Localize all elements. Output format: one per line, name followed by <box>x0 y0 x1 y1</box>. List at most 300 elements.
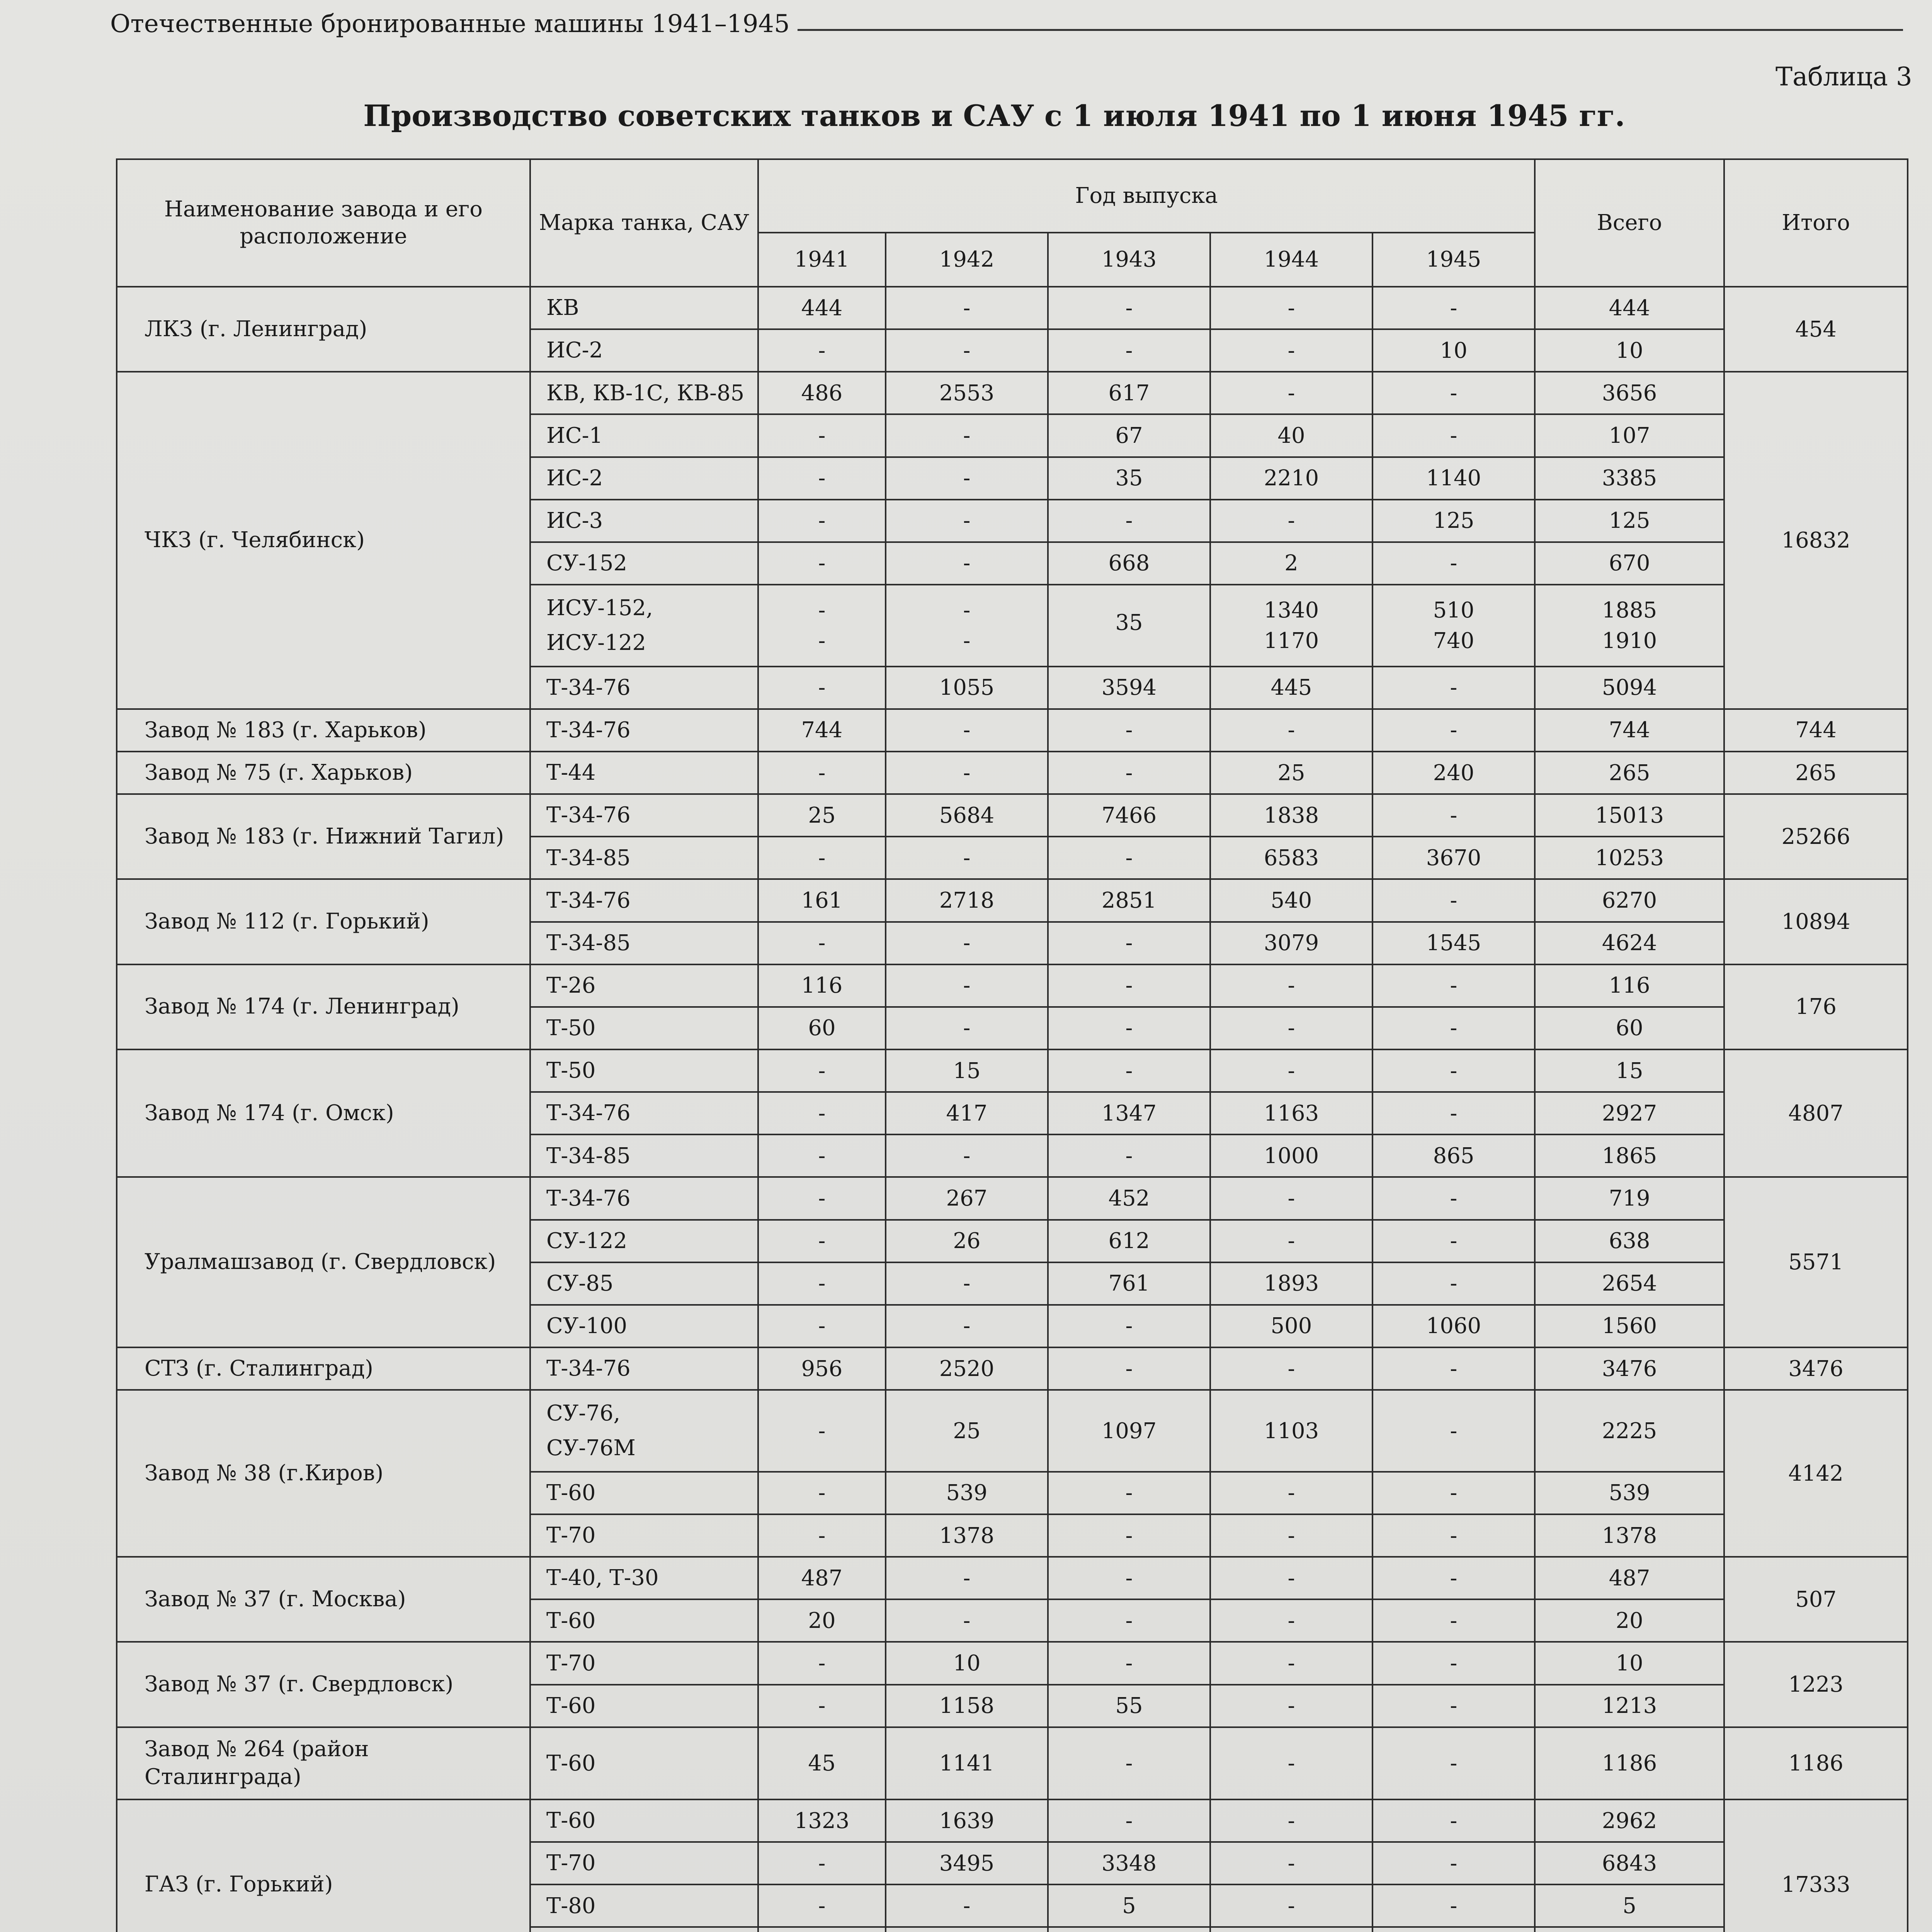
total-value: 719 <box>1535 1177 1724 1219</box>
header-year: 1942 <box>886 233 1048 287</box>
year-value: - <box>758 1134 886 1177</box>
total-value: 3385 <box>1535 457 1724 500</box>
total-value: 10 <box>1535 329 1724 372</box>
year-value: - <box>1048 1514 1210 1557</box>
total-value: 2654 <box>1535 1262 1724 1305</box>
year-value: - <box>818 597 826 623</box>
year-value: 6583 <box>1210 837 1372 879</box>
year-value: 5 <box>1048 1884 1210 1927</box>
year-value: 2210 <box>1210 457 1372 500</box>
year-value: 1140 <box>1372 457 1535 500</box>
year-value: - <box>886 709 1048 752</box>
year-value: 5684 <box>886 794 1048 837</box>
plant-name: Завод № 183 (г. Харьков) <box>117 709 530 752</box>
model-name: Т-34-76 <box>530 1092 758 1134</box>
model-name: ИСУ-122 <box>546 630 646 655</box>
table-row <box>117 287 1908 329</box>
year-value: - <box>1048 1472 1210 1514</box>
year-value: 25 <box>1210 752 1372 794</box>
year-value: 1103 <box>1210 1390 1372 1472</box>
year-value: - <box>1048 1557 1210 1599</box>
model-name: ИСУ-152, <box>546 595 653 621</box>
year-value: - <box>758 1842 886 1884</box>
total-value: 539 <box>1535 1472 1724 1514</box>
total-value: 1910 <box>1602 628 1657 653</box>
model-name: ИС-2 <box>530 329 758 372</box>
year-value: 3670 <box>1372 837 1535 879</box>
total-value: 444 <box>1535 287 1724 329</box>
year-value: 40 <box>1210 414 1372 457</box>
year-value: - <box>758 1390 886 1472</box>
total-value: 116 <box>1535 964 1724 1007</box>
year-value: - <box>1210 1049 1372 1092</box>
model-name: ИС-2 <box>530 457 758 500</box>
year-value: 116 <box>758 964 886 1007</box>
year-value: 67 <box>1048 414 1210 457</box>
year-value: 744 <box>758 709 886 752</box>
model-name: Т-34-76 <box>530 709 758 752</box>
total-value: 1560 <box>1535 1305 1724 1347</box>
running-head <box>110 10 1903 38</box>
year-value: - <box>1372 1049 1535 1092</box>
plant-grand-total: 507 <box>1724 1557 1908 1642</box>
year-value: - <box>1372 1220 1535 1262</box>
plant-name: Завод № 37 (г. Москва) <box>117 1557 530 1642</box>
model-name: Т-34-76 <box>530 1177 758 1219</box>
year-value: 1141 <box>886 1727 1048 1799</box>
year-value: - <box>818 628 826 653</box>
total-cell <box>1535 585 1724 667</box>
year-value: - <box>758 1685 886 1727</box>
year-value: 445 <box>1210 667 1372 709</box>
table-body <box>117 287 1908 1932</box>
year-value: - <box>1372 1842 1535 1884</box>
table-row <box>117 1799 1908 1842</box>
year-value: 15 <box>886 1049 1048 1092</box>
total-value: 638 <box>1535 1220 1724 1262</box>
year-value: - <box>1048 964 1210 1007</box>
header-year: 1943 <box>1048 233 1210 287</box>
year-value: 2 <box>1210 542 1372 585</box>
year-value: - <box>1048 922 1210 964</box>
total-value: 5094 <box>1535 667 1724 709</box>
year-value: - <box>758 1092 886 1134</box>
year-value: - <box>1372 1007 1535 1049</box>
model-name: СУ-100 <box>530 1305 758 1347</box>
total-value: 2225 <box>1535 1390 1724 1472</box>
year-value: - <box>1048 1799 1210 1842</box>
year-value: - <box>1372 1347 1535 1390</box>
model-name: КВ <box>530 287 758 329</box>
header-year: 1945 <box>1372 233 1535 287</box>
total-value: 4624 <box>1535 922 1724 964</box>
header-plant: Наименование завода и его расположение <box>117 159 530 287</box>
plant-grand-total: 3476 <box>1724 1347 1908 1390</box>
year-value: 267 <box>886 1177 1048 1219</box>
year-value: - <box>1048 329 1210 372</box>
year-value: - <box>1048 1642 1210 1684</box>
year-value: 761 <box>1048 1262 1210 1305</box>
year-value: 539 <box>886 1472 1048 1514</box>
year-value: - <box>1372 542 1535 585</box>
plant-name: Завод № 174 (г. Ленинград) <box>117 964 530 1049</box>
running-head-text: Отечественные бронированные машины 1941–1945 <box>110 10 790 38</box>
model-name: Т-70 <box>530 1842 758 1884</box>
year-value: 25 <box>886 1390 1048 1472</box>
year-value: 1340 <box>1264 597 1319 623</box>
header-year: 1941 <box>758 233 886 287</box>
year-value: - <box>1372 667 1535 709</box>
year-value: 1639 <box>886 1799 1048 1842</box>
total-value: 2927 <box>1535 1092 1724 1134</box>
production-table-wrapper <box>116 158 1907 1932</box>
running-head-rule <box>798 29 1903 31</box>
year-value: 1163 <box>1210 1092 1372 1134</box>
year-value: - <box>1372 1177 1535 1219</box>
year-value: - <box>1372 709 1535 752</box>
year-value: - <box>758 1177 886 1219</box>
year-value: - <box>1372 794 1535 837</box>
year-value: - <box>758 922 886 964</box>
model-name: Т-60 <box>530 1685 758 1727</box>
year-value: 20 <box>758 1599 886 1642</box>
year-value: - <box>963 597 971 623</box>
year-value: 45 <box>758 1727 886 1799</box>
year-value: - <box>1048 500 1210 542</box>
year-value: - <box>758 457 886 500</box>
year-value: - <box>886 287 1048 329</box>
model-name: Т-60 <box>530 1599 758 1642</box>
year-value: - <box>758 542 886 585</box>
year-value: - <box>1210 372 1372 414</box>
year-value: 1055 <box>886 667 1048 709</box>
plant-grand-total: 10894 <box>1724 879 1908 964</box>
model-name: Т-60 <box>530 1727 758 1799</box>
year-cell <box>886 585 1048 667</box>
year-value: 510 <box>1433 597 1475 623</box>
year-value: 26 <box>886 1220 1048 1262</box>
model-name: Т-34-85 <box>530 837 758 879</box>
year-value: - <box>1372 879 1535 922</box>
header-total: Всего <box>1535 159 1724 287</box>
year-value: - <box>886 837 1048 879</box>
year-value: 417 <box>886 1092 1048 1134</box>
year-value: - <box>1210 1685 1372 1727</box>
year-value: 1347 <box>1048 1092 1210 1134</box>
year-value: - <box>886 752 1048 794</box>
total-values <box>1541 598 1718 653</box>
year-value: 7466 <box>1048 794 1210 837</box>
year-value: - <box>1372 414 1535 457</box>
plant-name: ЧКЗ (г. Челябинск) <box>117 372 530 709</box>
table-number: Таблица 3 <box>1776 62 1912 92</box>
model-name <box>530 1927 758 1932</box>
plant-name: Завод № 183 (г. Нижний Тагил) <box>117 794 530 879</box>
plant-grand-total: 744 <box>1724 709 1908 752</box>
total-value: 1885 <box>1602 597 1657 623</box>
production-table <box>116 158 1908 1932</box>
plant-name: Завод № 38 (г.Киров) <box>117 1390 530 1557</box>
plant-name: Завод № 37 (г. Свердловск) <box>117 1642 530 1727</box>
total-value: 3476 <box>1535 1347 1724 1390</box>
model-name: Т-34-76 <box>530 667 758 709</box>
year-value: - <box>1048 287 1210 329</box>
plant-grand-total: 1186 <box>1724 1727 1908 1799</box>
model-name: Т-70 <box>530 1514 758 1557</box>
year-value: - <box>1048 1049 1210 1092</box>
year-value: - <box>1210 1347 1372 1390</box>
total-value: 1213 <box>1535 1685 1724 1727</box>
year-values <box>1054 610 1204 641</box>
year-value: - <box>758 1642 886 1684</box>
year-value: - <box>1048 709 1210 752</box>
year-value: - <box>1210 329 1372 372</box>
table-row <box>117 1727 1908 1799</box>
total-value: 2962 <box>1535 1799 1724 1842</box>
header-grand-total: Итого <box>1724 159 1908 287</box>
year-value: - <box>1048 837 1210 879</box>
plant-grand-total: 4807 <box>1724 1049 1908 1177</box>
model-name: Т-44 <box>530 752 758 794</box>
year-value: - <box>1372 1799 1535 1842</box>
table-row <box>117 1642 1908 1684</box>
model-name: КВ, КВ-1С, КВ-85 <box>530 372 758 414</box>
plant-name: ЛКЗ (г. Ленинград) <box>117 287 530 372</box>
year-value: - <box>1372 964 1535 1007</box>
year-value: - <box>1210 1472 1372 1514</box>
year-value: - <box>1210 1177 1372 1219</box>
year-value: 612 <box>1048 1220 1210 1262</box>
plant-grand-total: 265 <box>1724 752 1908 794</box>
year-value: 25 <box>758 794 886 837</box>
year-value: 487 <box>758 1557 886 1599</box>
model-name: Т-70 <box>530 1642 758 1684</box>
table-row <box>117 964 1908 1007</box>
model-name: Т-40, Т-30 <box>530 1557 758 1599</box>
year-value: - <box>758 500 886 542</box>
table-row <box>117 1177 1908 1219</box>
model-name: Т-80 <box>530 1884 758 1927</box>
table-row <box>117 709 1908 752</box>
plant-grand-total: 16832 <box>1724 372 1908 709</box>
year-value: 540 <box>1210 879 1372 922</box>
total-value <box>1535 1927 1724 1932</box>
year-value: - <box>758 1220 886 1262</box>
year-value: - <box>758 1262 886 1305</box>
year-value: 1158 <box>886 1685 1048 1727</box>
year-value: - <box>1372 1262 1535 1305</box>
year-value: 1378 <box>886 1514 1048 1557</box>
total-value: 6270 <box>1535 879 1724 922</box>
table-row <box>117 879 1908 922</box>
model-name: ИС-1 <box>530 414 758 457</box>
year-value: - <box>1210 709 1372 752</box>
year-value <box>1210 1927 1372 1932</box>
plant-grand-total: 25266 <box>1724 794 1908 879</box>
table-row <box>117 1557 1908 1599</box>
year-value: - <box>1372 1642 1535 1684</box>
year-value: - <box>1048 1007 1210 1049</box>
year-value: - <box>1372 1685 1535 1727</box>
year-value: - <box>758 329 886 372</box>
model-name: СУ-122 <box>530 1220 758 1262</box>
model-name: ИС-3 <box>530 500 758 542</box>
year-value: - <box>886 1557 1048 1599</box>
model-name: СУ-152 <box>530 542 758 585</box>
year-value: 240 <box>1372 752 1535 794</box>
year-value: - <box>1372 372 1535 414</box>
year-value: 60 <box>758 1007 886 1049</box>
year-value: - <box>1372 1390 1535 1472</box>
year-value <box>886 1927 1048 1932</box>
year-value: - <box>886 922 1048 964</box>
year-value: 3348 <box>1048 1842 1210 1884</box>
year-value: 1000 <box>1210 1134 1372 1177</box>
year-value: - <box>758 1514 886 1557</box>
year-value: 35 <box>1048 457 1210 500</box>
plant-grand-total: 4142 <box>1724 1390 1908 1557</box>
year-value: - <box>1210 1727 1372 1799</box>
year-value: - <box>1210 500 1372 542</box>
model-name: СУ-85 <box>530 1262 758 1305</box>
year-value: - <box>1372 1599 1535 1642</box>
year-value: - <box>886 964 1048 1007</box>
model-name: Т-34-76 <box>530 1347 758 1390</box>
table-title: Производство советских танков и САУ с 1 июля 1941 по 1 июня 1945 гг. <box>363 99 1625 133</box>
year-value: - <box>1210 1842 1372 1884</box>
model-name: Т-60 <box>530 1472 758 1514</box>
year-value: - <box>1210 287 1372 329</box>
model-name: Т-60 <box>530 1799 758 1842</box>
year-value: - <box>1210 1514 1372 1557</box>
year-value: - <box>1210 964 1372 1007</box>
year-value: - <box>1210 1220 1372 1262</box>
year-value: - <box>758 752 886 794</box>
model-lines <box>546 594 752 657</box>
year-value: - <box>758 414 886 457</box>
model-name: СУ-76, <box>546 1401 621 1426</box>
model-name: Т-34-85 <box>530 922 758 964</box>
table-row <box>117 794 1908 837</box>
model-name: Т-50 <box>530 1007 758 1049</box>
total-value: 10253 <box>1535 837 1724 879</box>
model-name: Т-34-76 <box>530 794 758 837</box>
year-value: 500 <box>1210 1305 1372 1347</box>
table-row <box>117 372 1908 414</box>
year-value: - <box>886 1305 1048 1347</box>
year-value: - <box>1210 1557 1372 1599</box>
year-value: 2851 <box>1048 879 1210 922</box>
year-value: 740 <box>1433 628 1475 653</box>
model-name: Т-26 <box>530 964 758 1007</box>
year-value: 486 <box>758 372 886 414</box>
year-values <box>1379 598 1529 653</box>
plant-grand-total: 17333 <box>1724 1799 1908 1932</box>
model-lines <box>546 1399 752 1463</box>
year-cell <box>1210 585 1372 667</box>
year-value: 1097 <box>1048 1390 1210 1472</box>
year-value: 668 <box>1048 542 1210 585</box>
total-value: 265 <box>1535 752 1724 794</box>
year-value: - <box>1048 1599 1210 1642</box>
year-value: - <box>758 1472 886 1514</box>
year-value: 1893 <box>1210 1262 1372 1305</box>
plant-name: Завод № 264 (район Сталинграда) <box>117 1727 530 1799</box>
plant-name: Завод № 174 (г. Омск) <box>117 1049 530 1177</box>
plant-grand-total: 454 <box>1724 287 1908 372</box>
year-value: 1838 <box>1210 794 1372 837</box>
plant-name: Уралмашзавод (г. Свердловск) <box>117 1177 530 1347</box>
year-value: - <box>886 329 1048 372</box>
plant-name: Завод № 75 (г. Харьков) <box>117 752 530 794</box>
year-value: - <box>886 500 1048 542</box>
year-value: 452 <box>1048 1177 1210 1219</box>
year-value: - <box>1048 752 1210 794</box>
year-value: - <box>1048 1134 1210 1177</box>
year-value: - <box>1372 1092 1535 1134</box>
year-value: 2718 <box>886 879 1048 922</box>
year-value: - <box>886 1134 1048 1177</box>
model-name: СУ-76М <box>546 1435 636 1461</box>
year-value: - <box>758 667 886 709</box>
header-model: Марка танка, САУ <box>530 159 758 287</box>
year-value: 2553 <box>886 372 1048 414</box>
plant-name: СТЗ (г. Сталинград) <box>117 1347 530 1390</box>
table-row <box>117 1347 1908 1390</box>
table-row <box>117 1390 1908 1472</box>
year-value: 1170 <box>1264 628 1319 653</box>
year-value: - <box>1048 1347 1210 1390</box>
plant-name: ГАЗ (г. Горький) <box>117 1799 530 1932</box>
total-value: 670 <box>1535 542 1724 585</box>
plant-grand-total: 5571 <box>1724 1177 1908 1347</box>
plant-grand-total: 176 <box>1724 964 1908 1049</box>
year-value: - <box>758 1305 886 1347</box>
total-value: 744 <box>1535 709 1724 752</box>
year-value: 444 <box>758 287 886 329</box>
year-value: 3079 <box>1210 922 1372 964</box>
year-value: - <box>963 628 971 653</box>
total-value: 107 <box>1535 414 1724 457</box>
year-value: - <box>758 837 886 879</box>
model-name: Т-34-76 <box>530 879 758 922</box>
year-value: - <box>886 1884 1048 1927</box>
total-value: 5 <box>1535 1884 1724 1927</box>
year-value: - <box>1210 1642 1372 1684</box>
year-value: - <box>1372 1884 1535 1927</box>
year-value: - <box>886 457 1048 500</box>
year-value: - <box>886 414 1048 457</box>
year-value: - <box>1372 1557 1535 1599</box>
year-value: 2520 <box>886 1347 1048 1390</box>
year-value: - <box>1048 1727 1210 1799</box>
year-value: 865 <box>1372 1134 1535 1177</box>
year-value: - <box>1210 1599 1372 1642</box>
total-value: 10 <box>1535 1642 1724 1684</box>
year-value <box>758 1927 886 1932</box>
year-value: 1545 <box>1372 922 1535 964</box>
header-year: 1944 <box>1210 233 1372 287</box>
year-value: 1323 <box>758 1799 886 1842</box>
total-value: 60 <box>1535 1007 1724 1049</box>
total-value: 15013 <box>1535 794 1724 837</box>
model-cell <box>530 585 758 667</box>
table-row <box>117 1049 1908 1092</box>
total-value: 1186 <box>1535 1727 1724 1799</box>
year-values <box>764 598 879 653</box>
year-value: - <box>758 1049 886 1092</box>
year-value: 35 <box>1115 610 1143 636</box>
